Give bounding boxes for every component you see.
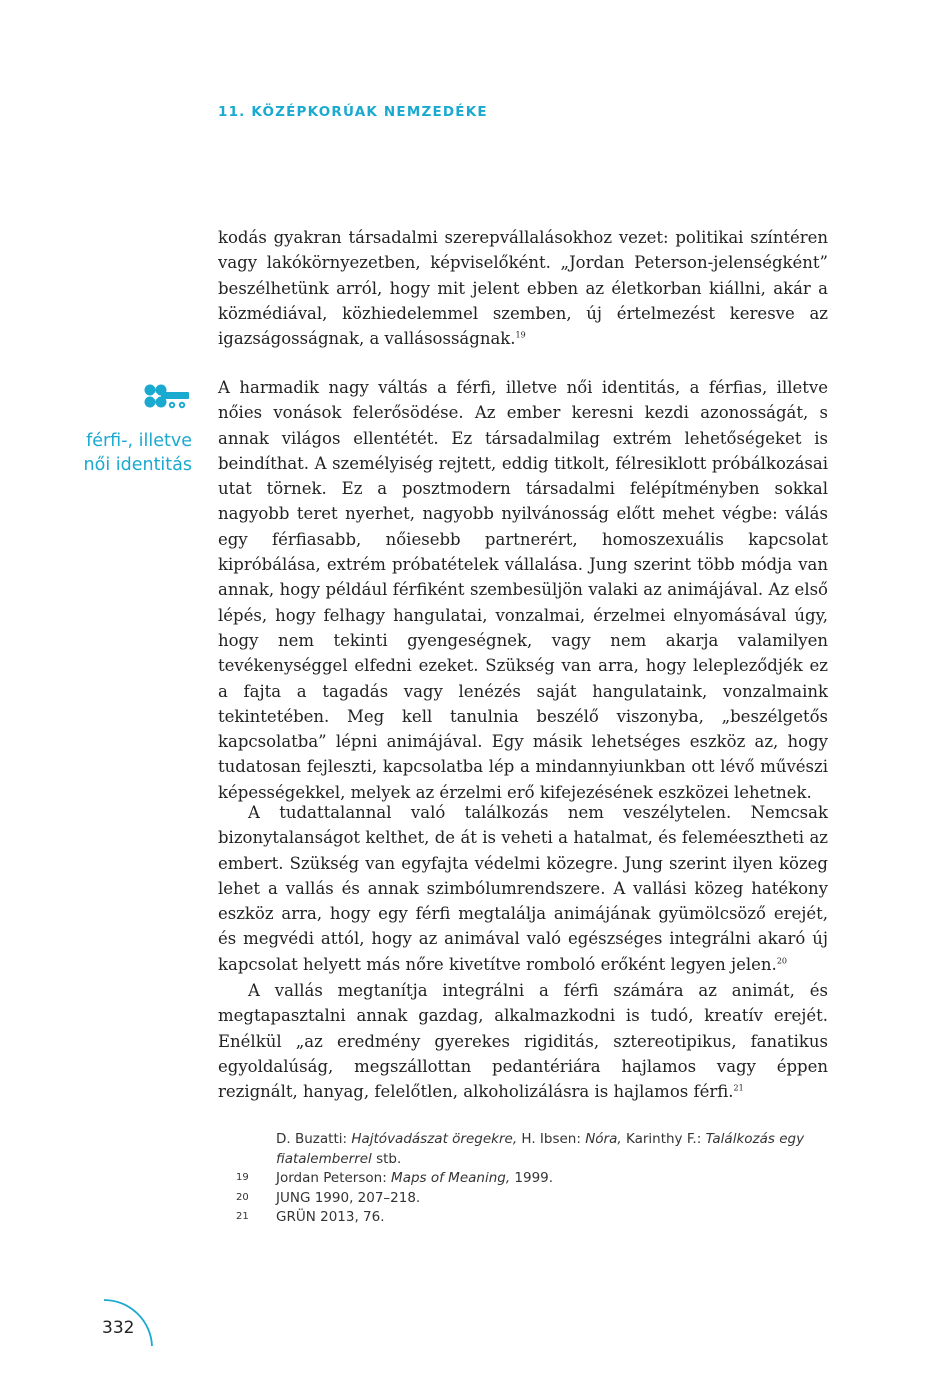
paragraph-2 [218,375,828,805]
footnote-continuation [236,1130,828,1169]
paragraph-4 [218,978,828,1104]
page-number-block [90,1298,160,1358]
footnote-number: 21 [236,1211,249,1222]
footnote-ref-19[interactable]: 19 [515,330,526,340]
paragraph-text: A vallás megtanítja integrálni a férfi számára az animát, és megtapasztalni annak gazdag, alkalmazkodni is tudó, kreatív erejét. Enélkül „az eredmény gyerekes rigiditás, sztereotipikus, fanatikus egyoldalúság, megszállottan pedantériára hajlamos vagy éppen rezignált, hanyag, felelőtlen, alkoholizálásra is hajlamos férfi. [218,981,828,1102]
paragraph-3 [218,800,828,977]
paragraph-text: kodás gyakran társadalmi szerepvállalásokhoz vezet: politikai színtéren vagy lakókörnyezetben, képviselőként. „Jordan Peterson-jelenségként” beszélhetünk arról, hogy mit jelent ebben az életkorban kiállni, akár a közmédiával, közhiedelemmel szemben, új értelmezést keresve az igazságosságnak, a vallásosságnak. [218,228,828,349]
footnote-text: stb. [371,1150,402,1167]
paragraph-1 [218,225,828,351]
footnote-21 [236,1208,828,1228]
footnote-title: Hajtóvadászat öregekre, [351,1131,518,1147]
footnote-ref-20[interactable]: 20 [776,956,787,966]
paragraph-text: A tudattalannal való találkozás nem veszélytelen. Nemcsak bizonytalanságot kelthet, de át is veheti a hatalmat, és feleméesztheti az embert. Szükség van egyfajta védelmi közegre. Jung szerint ilyen közeg lehet a vallás és annak szimbólumrendszere. A vallási közeg hatékony eszköz arra, hogy egy férfi megtalálja animájának gyümölcsöző erejét, és megvédi attól, hogy az animával való egészséges integrálni akaró új kapcsolat helyett más nőre kivetítve romboló erőként legyen jelen. [218,803,828,974]
running-head: 11. KÖZÉPKORÚAK NEMZEDÉKE [218,104,488,120]
margin-note-line-1: férfi-, illetve [86,431,192,451]
footnotes [236,1130,828,1228]
footnote-title: Maps of Meaning, [391,1170,511,1186]
footnote-title: Találkozás egy fiatalemberrel [276,1131,805,1167]
page-number: 332 [102,1318,135,1338]
footnote-text: Jordan Peterson: [276,1170,392,1186]
footnote-number: 20 [236,1191,249,1203]
footnote-text: D. Buzatti: [276,1131,352,1147]
footnote-number: 19 [236,1172,249,1183]
margin-note-label [60,429,192,477]
paragraph-text: A harmadik nagy váltás a férfi, illetve női identitás, a férfias, illetve nőies vonások felerősödése. Az ember keresni kezdi azonosságát, s annak világos ellentétét. Ez társadalmilag extrém lehetőségeket is beindíthat. A személyiség rejtett, eddig titkolt, félresiklott próbálkozásai utat törnek. Ez a posztmodern társadalmi felépítményben sokkal nagyobb teret nyerhet, nagyobb nyilvánosság előtt mehet végbe: válás egy férfiasabb, nőiesebb partnerért, homoszexuális kapcsolat kipróbálása, extrém próbatételek vállalása. Jung szerint több módja van annak, hogy például férfiként szembesüljön valaki az animájával. Az első lépés, hogy felhagy hangulatai, vonzalmai, érzelmei elnyomásával úgy, hogy nem tekinti gyengeségnek, vagy nem akarja valamilyen tevékenységgel elfedni ezeket. Szükség van arra, hogy lelepleződjék ez a fajta a tagadás vagy lenézés saját hangulataink, vonzalmaink tekintetében. Meg kell tanulnia beszélő viszonyba, „beszélgetős kapcsolatba” lépni animájával. Egy másik lehetséges eszköz az, hogy tudatosan fejleszti, kapcsolatba lép a mindannyiunkban ott lévő művészi képességekkel, melyek az érzelmi erő kifejezésének eszközei lehetnek. [218,378,828,802]
footnote-text: Karinthy F.: [621,1131,706,1147]
footnote-text: JUNG 1990, 207–218. [276,1189,421,1206]
footnote-text: GRÜN 2013, 76. [276,1209,385,1225]
footnote-20 [236,1189,828,1209]
margin-note-line-2: női identitás [83,455,192,475]
footnote-19 [236,1169,828,1189]
footnote-text: H. Ibsen: [517,1131,586,1147]
footnote-ref-21[interactable]: 21 [733,1083,744,1093]
footnote-text: 1999. [510,1170,554,1186]
footnote-title: Nóra, [585,1131,622,1147]
margin-note [60,378,192,477]
key-icon [142,378,192,418]
